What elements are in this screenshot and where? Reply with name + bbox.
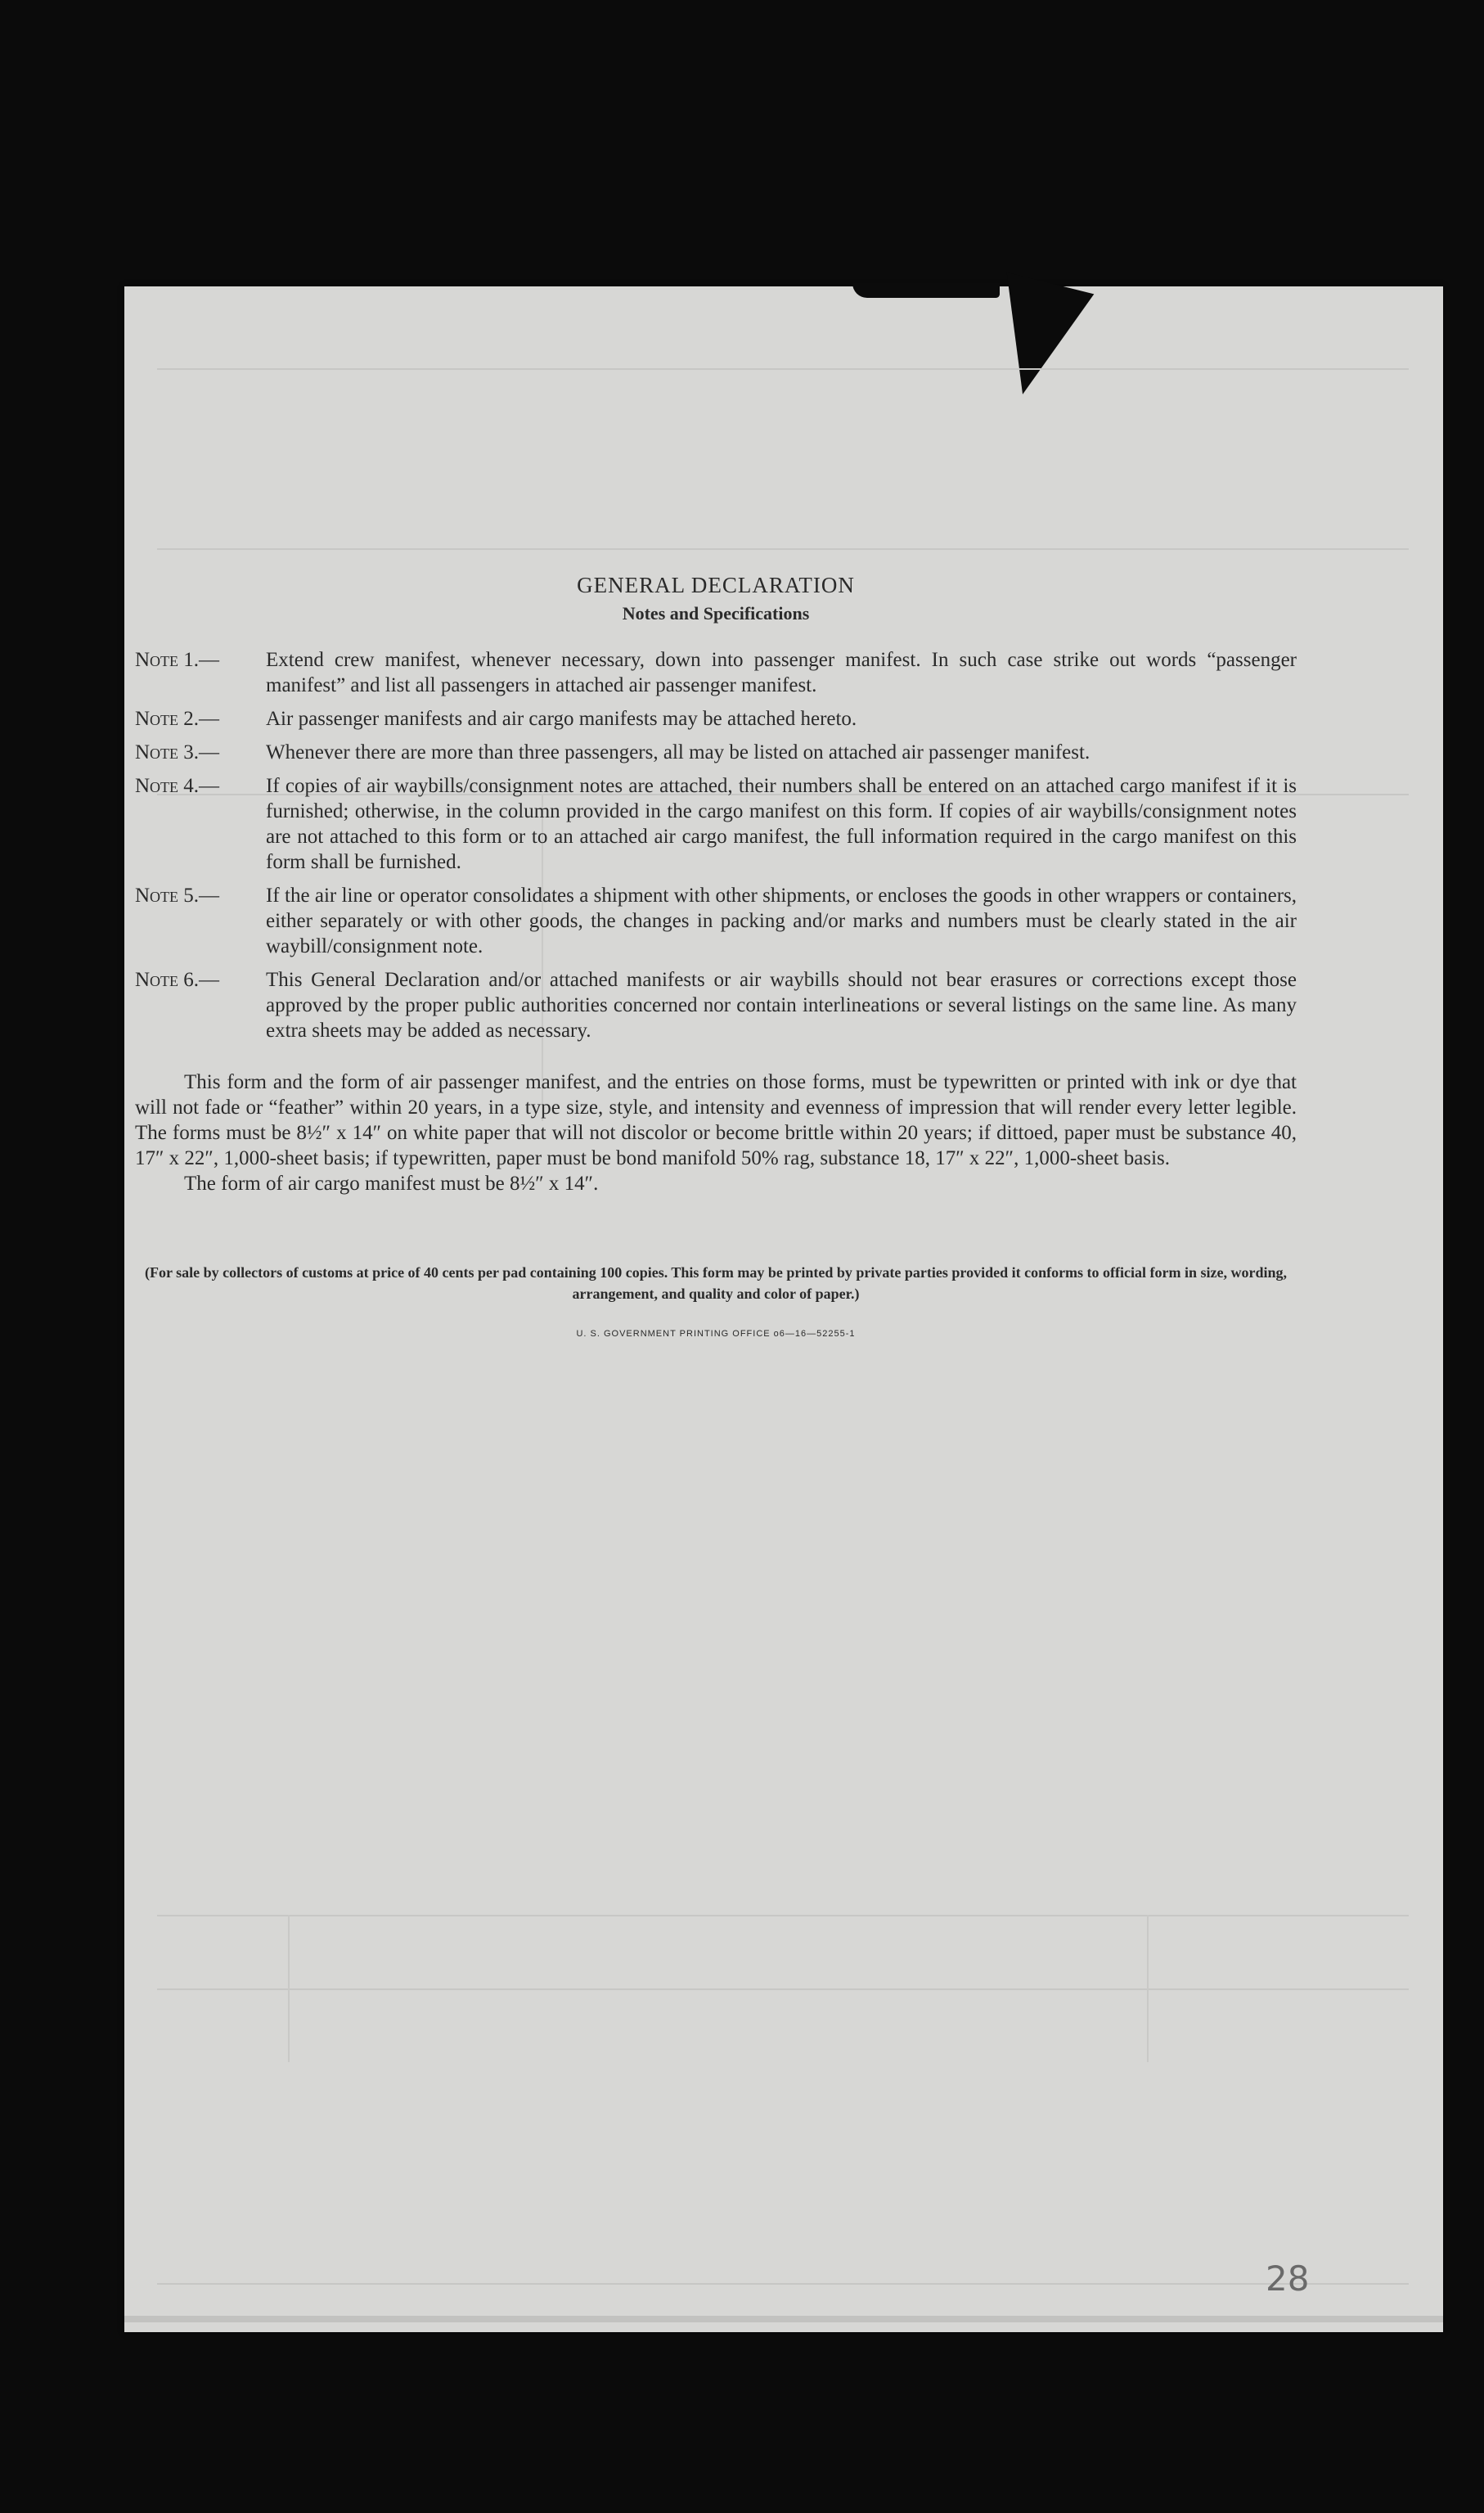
note-6 bbox=[135, 967, 1297, 1043]
ghost-rule bbox=[157, 368, 1409, 370]
note-text: Air passenger manifests and air cargo manifests may be attached hereto. bbox=[266, 708, 857, 730]
document-subtitle: Notes and Specifications bbox=[622, 603, 810, 624]
ghost-rule bbox=[157, 1915, 1409, 1916]
torn-edge bbox=[852, 283, 1000, 298]
note-5 bbox=[135, 883, 1297, 959]
note-label: Note 1.— bbox=[135, 649, 220, 671]
printer-line: U. S. GOVERNMENT PRINTING OFFICE o6—16—52255-1 bbox=[576, 1329, 856, 1339]
note-text: This General Declaration and/or attached manifests or air waybills should not bear erasures or corrections except those approved by the proper public authorities concerned nor contain interlineations or several listings on the same line. As many extra sheets may be added as necessary. bbox=[266, 969, 1297, 1042]
ghost-rule bbox=[157, 1988, 1409, 1990]
declaration-content bbox=[135, 573, 1297, 1339]
document-title: GENERAL DECLARATION bbox=[577, 573, 855, 597]
note-text: If the air line or operator consolidates a shipment with other shipments, or encloses the goods in other wrappers or containers, either separately or with other goods, the changes in packing and/or marks and numbers must be clearly stated in the air waybill/consignment note. bbox=[266, 885, 1297, 957]
note-4 bbox=[135, 773, 1297, 875]
form-requirements-paragraph: This form and the form of air passenger manifest, and the entries on those forms, must be typewritten or printed with ink or dye that will not fade or “feather” within 20 years, in a type size, style, and intensity and evenness of impression that will render every letter legible. The forms must be 8½″ x 14″ on white paper that will not discolor or become brittle within 20 years; if dittoed, paper must be substance 40, 17″ x 22″, 1,000-sheet basis; if typewritten, paper must be bond manifold 50% rag, substance 18, 17″ x 22″, 1,000-sheet basis. bbox=[135, 1071, 1297, 1169]
ghost-rule bbox=[157, 2283, 1409, 2285]
handwritten-mark: 28 bbox=[1266, 2259, 1310, 2299]
ghost-divider bbox=[1147, 1915, 1149, 2062]
note-label: Note 2.— bbox=[135, 708, 220, 730]
sale-notice: (For sale by collectors of customs at price of 40 cents per pad containing 100 copies. This form may be printed by private parties provided it conforms to official form in size, wording, arrangement, and quality and color of paper.) bbox=[144, 1264, 1288, 1302]
note-3 bbox=[135, 740, 1297, 765]
note-label: Note 3.— bbox=[135, 741, 220, 763]
note-text: If copies of air waybills/consignment notes are attached, their numbers shall be entered on an attached cargo manifest if it is furnished; otherwise, in the column provided in the cargo manifest on this form. If copies of air waybills/consignment notes are not attached to this form or to an attached air cargo manifest, the full information required in the cargo manifest on this form shall be furnished. bbox=[266, 775, 1297, 873]
note-label: Note 6.— bbox=[135, 969, 220, 991]
note-1 bbox=[135, 647, 1297, 698]
ghost-divider bbox=[288, 1915, 290, 2062]
page-fold bbox=[124, 2316, 1443, 2322]
note-text: Extend crew manifest, whenever necessary, down into passenger manifest. In such case strike out words “passenger manifest” and list all passengers in attached air passenger manifest. bbox=[266, 649, 1297, 696]
ghost-rule bbox=[157, 548, 1409, 550]
note-label: Note 4.— bbox=[135, 775, 220, 797]
note-label: Note 5.— bbox=[135, 885, 220, 907]
cargo-manifest-size-paragraph: The form of air cargo manifest must be 8½″ x 14″. bbox=[184, 1173, 599, 1195]
note-2 bbox=[135, 706, 1297, 732]
note-text: Whenever there are more than three passengers, all may be listed on attached air passenger manifest. bbox=[266, 741, 1091, 763]
